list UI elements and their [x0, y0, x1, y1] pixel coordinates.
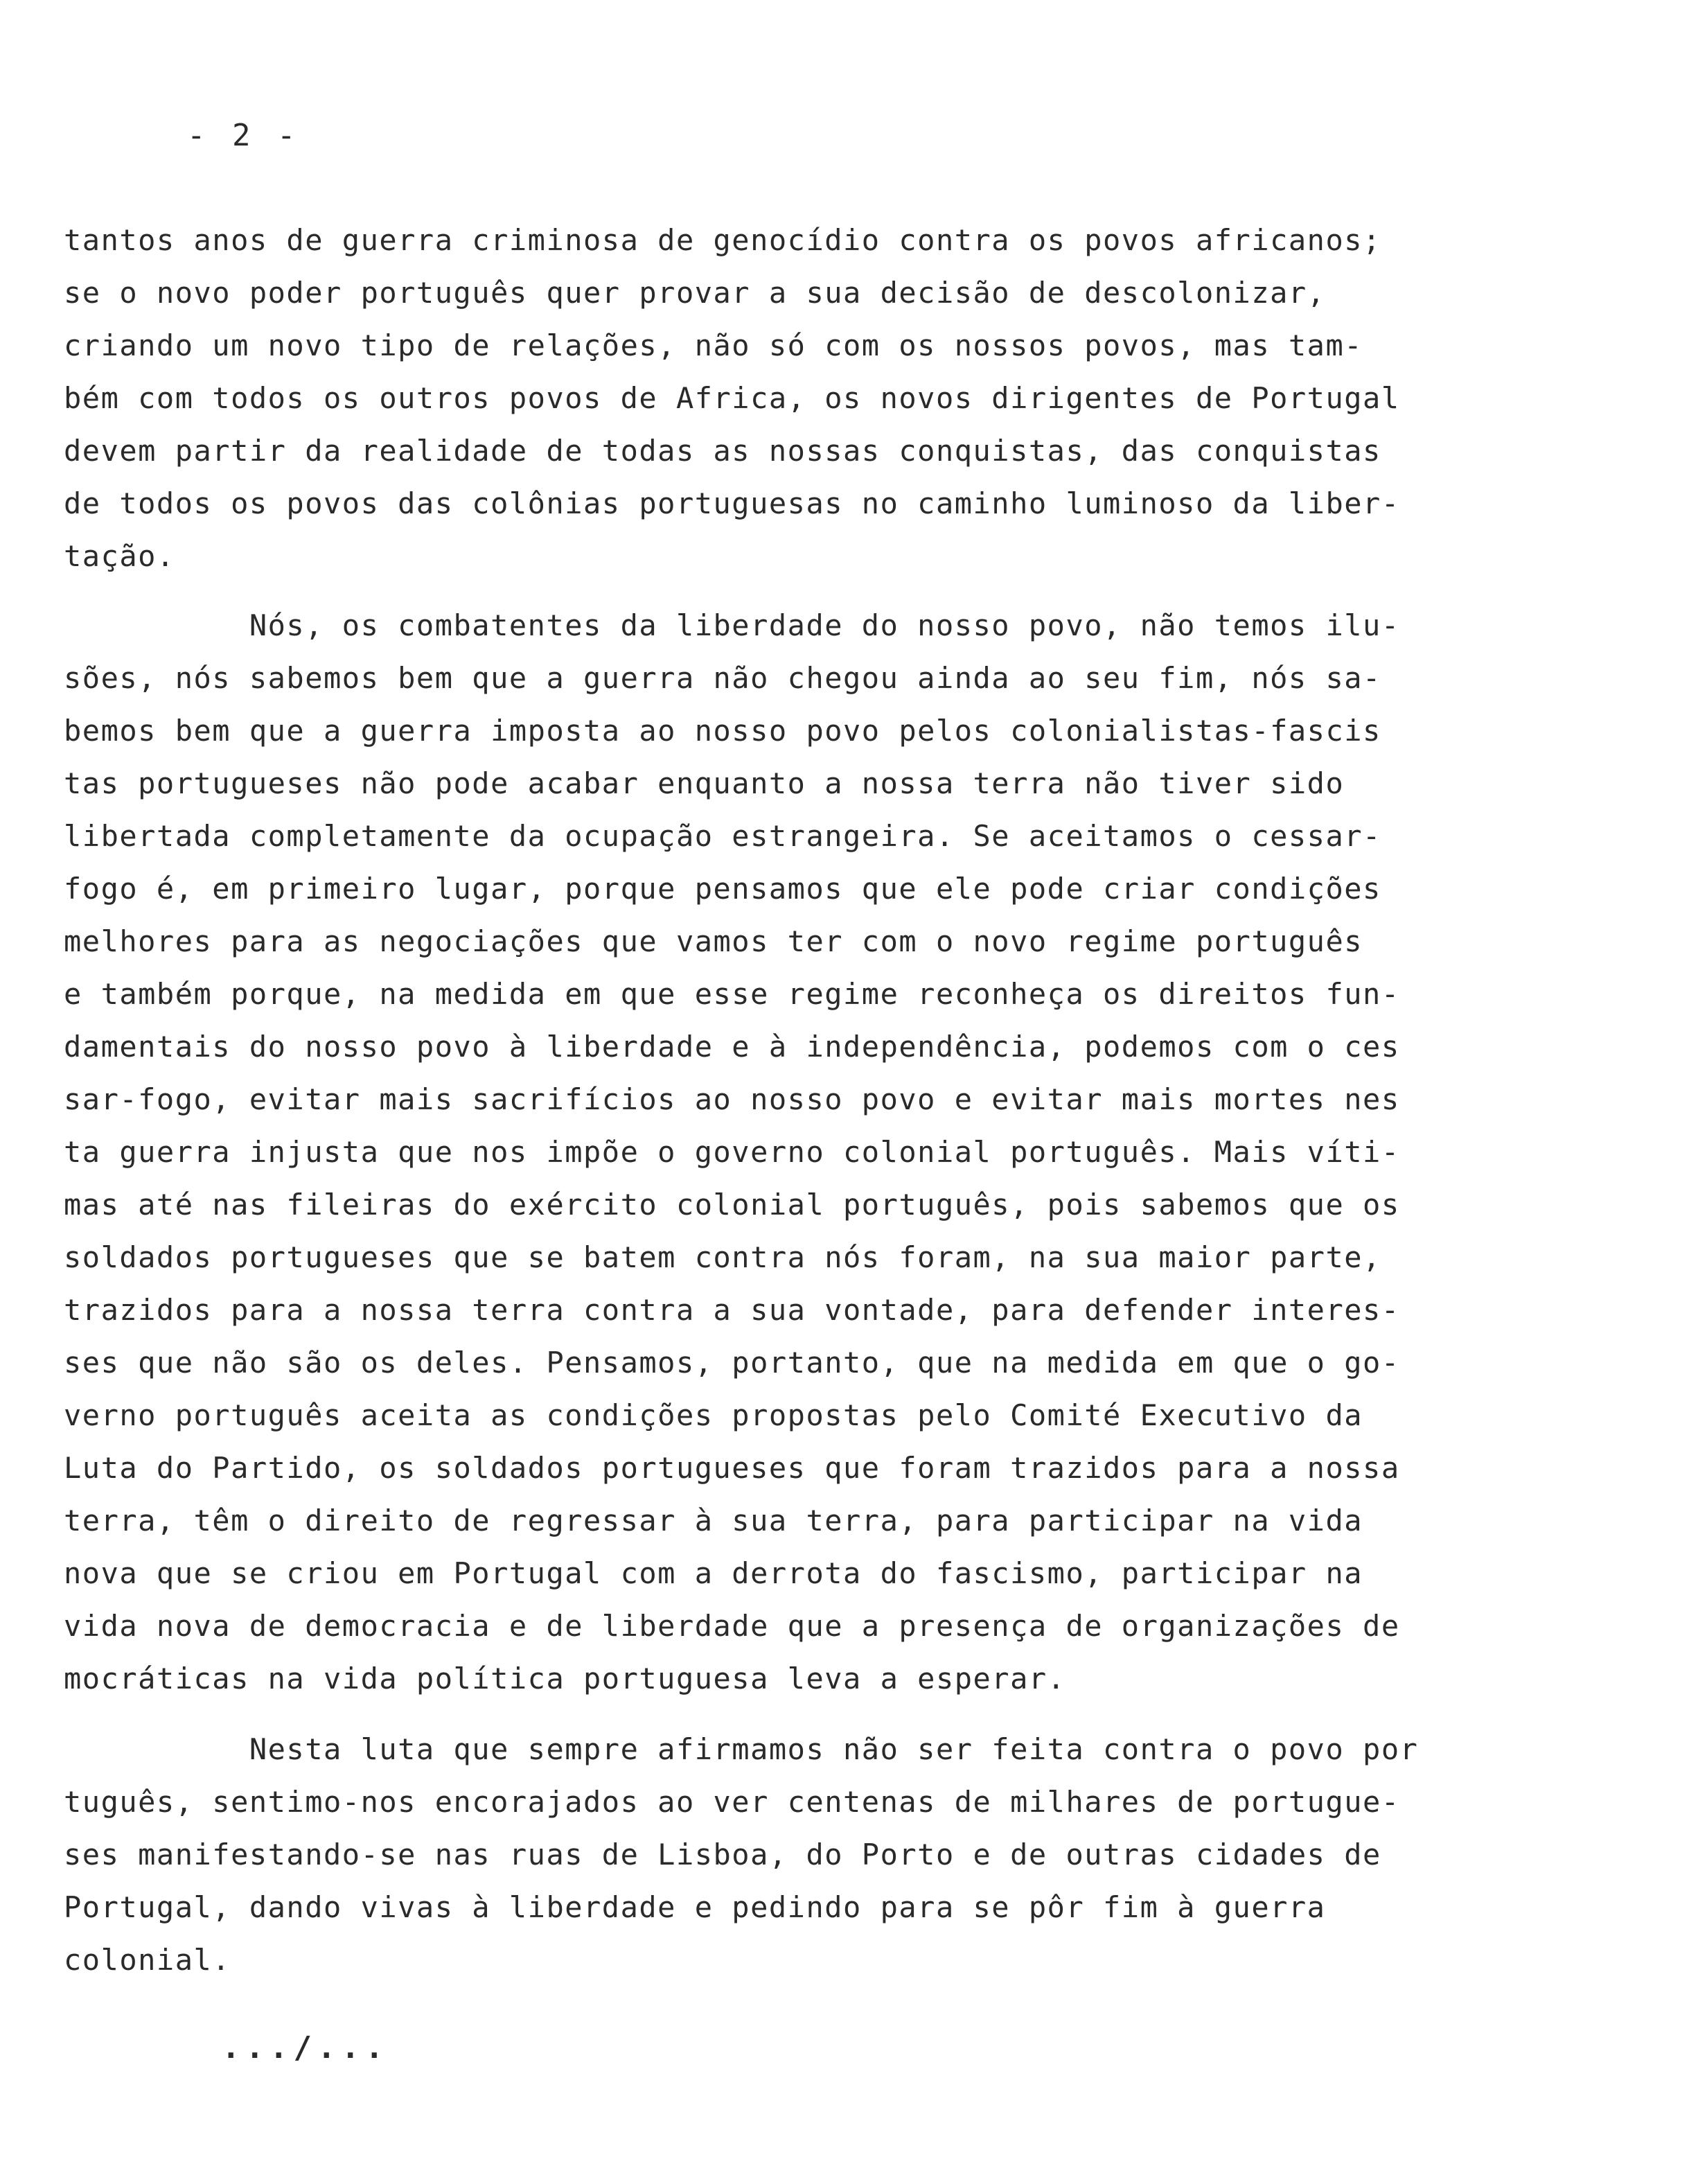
text-line: tas portugueses não pode acabar enquanto a nossa terra não tiver sido — [64, 766, 1345, 800]
text-line: melhores para as negociações que vamos ter com o novo regime português — [64, 924, 1363, 958]
text-line: trazidos para a nossa terra contra a sua vontade, para defender interes- — [64, 1293, 1400, 1327]
text-line: Nesta luta que sempre afirmamos não ser feita contra o povo por — [64, 1732, 1419, 1766]
text-line: tantos anos de guerra criminosa de genocídio contra os povos africanos; — [64, 223, 1381, 257]
text-line: mocráticas na vida política portuguesa leva a esperar. — [64, 1662, 1066, 1696]
text-line: nova que se criou em Portugal com a derrota do fascismo, participar na — [64, 1556, 1363, 1590]
text-line: bemos bem que a guerra imposta ao nosso povo pelos colonialistas-fascis — [64, 714, 1381, 748]
text-line: tuguês, sentimo-nos encorajados ao ver centenas de milhares de portugue- — [64, 1785, 1400, 1819]
text-line: soldados portugueses que se batem contra nós foram, na sua maior parte, — [64, 1240, 1381, 1274]
text-line: libertada completamente da ocupação estrangeira. Se aceitamos o cessar- — [64, 819, 1381, 853]
text-line: verno português aceita as condições propostas pelo Comité Executivo da — [64, 1398, 1363, 1432]
text-line: tação. — [64, 539, 175, 573]
text-line: de todos os povos das colônias portuguesas no caminho luminoso da liber- — [64, 486, 1400, 520]
text-line: ta guerra injusta que nos impõe o governo colonial português. Mais víti- — [64, 1135, 1400, 1169]
text-line: damentais do nosso povo à liberdade e à independência, podemos com o ces — [64, 1030, 1400, 1064]
text-line: bém com todos os outros povos de Africa, os novos dirigentes de Portugal — [64, 381, 1400, 415]
text-line: e também porque, na medida em que esse regime reconheça os direitos fun- — [64, 977, 1400, 1011]
text-line: fogo é, em primeiro lugar, porque pensamos que ele pode criar condições — [64, 872, 1381, 906]
text-line: criando um novo tipo de relações, não só com os nossos povos, mas tam- — [64, 328, 1363, 362]
text-line: terra, têm o direito de regressar à sua terra, para participar na vida — [64, 1504, 1363, 1538]
text-line: devem partir da realidade de todas as nossas conquistas, das conquistas — [64, 434, 1381, 468]
text-line: colonial. — [64, 1943, 231, 1977]
page-number: - 2 - — [187, 118, 300, 153]
text-line: vida nova de democracia e de liberdade que a presença de organizações de — [64, 1609, 1400, 1643]
text-line: sões, nós sabemos bem que a guerra não chegou ainda ao seu fim, nós sa- — [64, 661, 1381, 695]
text-line: Nós, os combatentes da liberdade do nosso povo, não temos ilu- — [64, 608, 1400, 642]
text-line: Luta do Partido, os soldados portugueses que foram trazidos para a nossa — [64, 1451, 1400, 1485]
text-line: ses manifestando-se nas ruas de Lisboa, do Porto e de outras cidades de — [64, 1838, 1381, 1872]
text-line: ses que não são os deles. Pensamos, portanto, que na medida em que o go- — [64, 1346, 1400, 1380]
text-line: sar-fogo, evitar mais sacrifícios ao nosso povo e evitar mais mortes nes — [64, 1082, 1400, 1116]
text-line: se o novo poder português quer provar a sua decisão de descolonizar, — [64, 276, 1326, 310]
text-line: mas até nas fileiras do exército colonial português, pois sabemos que os — [64, 1188, 1400, 1222]
text-line: Portugal, dando vivas à liberdade e pedindo para se pôr fim à guerra — [64, 1890, 1326, 1924]
continuation-mark: .../... — [222, 2030, 389, 2066]
